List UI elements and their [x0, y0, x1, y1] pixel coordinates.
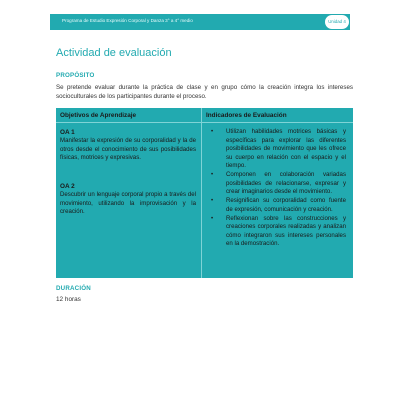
duration-value: 12 horas: [56, 296, 81, 303]
program-title: Programa de Estudio Expresión Corporal y Danza 3° a 4° medio: [62, 18, 193, 23]
bullet-icon: •: [211, 198, 214, 205]
indicator-text: Componen en colaboración variadas posibilidades de relacionarse, expresar y crear imaginarios desde el movimiento.: [226, 171, 346, 196]
purpose-heading: PROPÓSITO: [56, 72, 95, 79]
indicator-text: Reflexionan sobre las construcciones y creaciones corporales realizadas y analizan cómo integraron sus intereses personales en la demostración.: [226, 214, 346, 248]
duration-heading: DURACIÓN: [56, 285, 91, 292]
evaluation-table: [56, 108, 353, 278]
bullet-icon: •: [211, 129, 214, 135]
indicator-text: Utilizan habilidades motrices básicas y específicas para explorar las diferentes posibilidades de movimiento que les ofrece su cuerpo en relación con el espacio y el tiempo.: [226, 128, 346, 170]
objective-label: OA 2: [60, 183, 75, 190]
purpose-text: Se pretende evaluar durante la práctica de clase y en grupo cómo la creación integra los intereses socioculturales de los participantes durante el proceso.: [56, 84, 353, 100]
indicators-header: Indicadores de Evaluación: [206, 112, 287, 119]
indicator-item: [206, 215, 346, 249]
page-title: Actividad de evaluación: [56, 47, 172, 59]
unit-label: Unidad 4: [328, 19, 346, 24]
objective-text: Descubrir un lenguaje corporal propio a través del movimiento, utilizando la improvisación y la creación.: [60, 191, 196, 216]
objective-text: Manifestar la expresión de su corporalidad y la de otros desde el conocimiento de sus posibilidades físicas, motrices y expresivas.: [60, 137, 196, 162]
objective-item: [60, 182, 196, 217]
objective-label: OA 1: [60, 129, 75, 136]
indicator-item: [206, 197, 346, 214]
bullet-icon: •: [211, 172, 214, 179]
objective-item: [60, 128, 196, 163]
indicator-list: [206, 128, 346, 249]
indicator-item: [206, 171, 346, 197]
indicator-text: Resignifican su corporalidad como fuente de expresión, comunicación y creación.: [226, 197, 346, 213]
unit-badge: [324, 14, 350, 30]
column-divider: [201, 108, 202, 278]
header-divider: [56, 122, 353, 123]
indicator-item: [206, 128, 346, 171]
bullet-icon: •: [211, 215, 214, 222]
objectives-header: Objetivos de Aprendizaje: [60, 112, 137, 119]
header-bar: [50, 14, 350, 30]
